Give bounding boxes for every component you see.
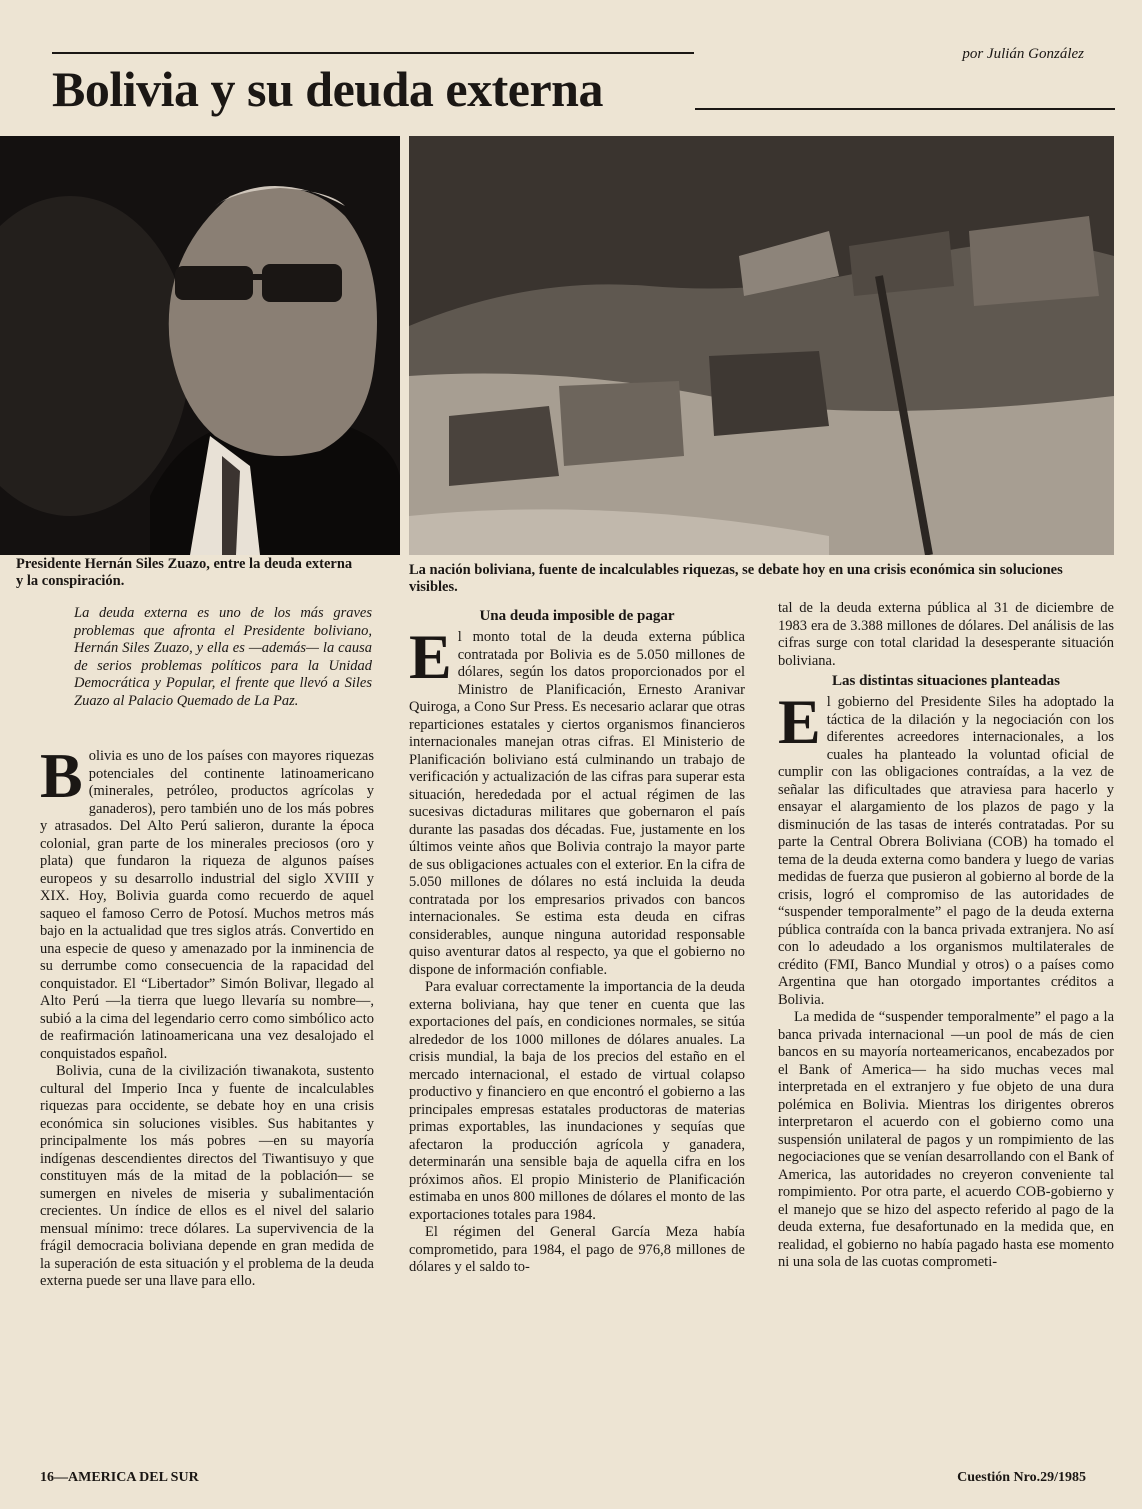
- article-title: Bolivia y su deuda externa: [52, 61, 603, 117]
- article-lead: La deuda externa es uno de los más graves problemas que afronta el Presidente boliviano, Hernán Siles Zuazo, y ella es —además— la causa de serios problemas políticos para la Unidad Democrática y Popular, el frente que llevó a Siles Zuazo al Palacio Quemado de La Paz.: [74, 605, 372, 709]
- text-column-3: [778, 600, 1114, 1470]
- photo-caption-right: La nación boliviana, fuente de incalculables riquezas, se debate hoy en una crisis económica sin soluciones visibles.: [409, 562, 1063, 595]
- top-rule: [52, 52, 694, 54]
- portrait-illustration: [0, 136, 400, 555]
- text-column-2: [409, 607, 745, 1467]
- president-photo: [0, 136, 400, 555]
- drop-cap: E: [778, 686, 821, 757]
- landscape-illustration: [409, 136, 1114, 555]
- paragraph-text: l gobierno del Presidente Siles ha adoptado la táctica de la dilación y la negociación con los diferentes acreedores internacionales, a los cuales ha planteado la voluntad oficial de cumplir con las obligaciones contraídas, a la vez de señalar las dificultades que atraviesa para hacerlo y ensayar el alargamiento de los plazos de pago y la disminución de las tasas de interés contratadas. Por su parte la Central Obrera Boliviana (COB) ha tomado el tema de la deuda externa como bandera y luego de varias medidas de fuerza que pusieron al gobierno al borde de la crisis, logró el compromiso de las autoridades de “suspender temporalmente” el pago de la deuda externa pública contraída con la banca privada extranjera. No así con lo adeudado a los organismos multilaterales de crédito (FMI, Banco Mundial y otros) o a países como Argentina que han otorgado importantes créditos a Bolivia.: [778, 694, 1114, 1008]
- shantytown-photo: [409, 136, 1114, 555]
- drop-cap: E: [409, 621, 452, 692]
- photo-caption-left: Presidente Hernán Siles Zuazo, entre la deuda externa y la conspiración.: [16, 556, 353, 589]
- text-column-1: [40, 748, 374, 1448]
- section-heading: Las distintas situaciones planteadas: [832, 673, 1060, 689]
- paragraph: [40, 748, 374, 1063]
- title-rule: [695, 108, 1115, 110]
- paragraph-text: olivia es uno de los países con mayores riquezas potenciales del continente latinoamericano (minerales, petróleo, productos agrícolas y ganaderos), pero también uno de los más pobres y atrasados. Del Alto Perú salieron, durante la época colonial, gran parte de los minerales preciosos (oro y plata) que fundaron la riqueza de algunos países europeos y su desarrollo industrial del siglo XVIII y XIX. Hoy, Bolivia guarda como recuerdo de aquel saqueo el famoso Cerro de Potosí. Muchos metros más bajo en la actualidad que tres siglos atrás. Convertido en una especie de queso y amenazado por la inminencia de su derrumbe como consecuencia de la rapacidad del conquistador. El “Libertador” Simón Bolivar, llegado al Alto Perú —la tierra que luego llevaría su nombre—, subió a la cima del legendario cerro como simbólico acto de reafirmación latinoamericana una vez desalojado el conquistados español.: [40, 748, 374, 1062]
- drop-cap: B: [40, 748, 83, 811]
- paragraph: La medida de “suspender temporalmente” el pago a la banca privada internacional —un pool de más de cien bancos en su mayoría norteamericanos, encabezados por el Bank of America— ha sido muchas veces mal interpretada en el extranjero y fue objeto de una dura polémica en Bolivia. Mientras los dirigentes obreros interpretaron el acuerdo con el gobierno como una suspensión unilateral de pagos y un rompimiento de las negociaciones que se venían desarrollando con el Bank of America, las autoridades no creyeron conveniente tal rompimiento. Por otra parte, el acuerdo COB-gobierno y el manejo que se hizo del aspecto referido al pago de la deuda externa, fue desafortunado en la medida que, en realidad, el gobierno no había pagado hasta ese momento ni una sola de las cuotas comprometi-: [778, 1009, 1114, 1270]
- paragraph: [778, 686, 1114, 1009]
- paragraph: Para evaluar correctamente la importancia de la deuda externa boliviana, hay que tener en cuenta que las exportaciones del país, en condiciones normales, se sitúa alrededor de los 1000 millones de dólares anuales. La crisis mundial, la baja de los precios del estaño en el mercado internacional, el estado de virtual colapso productivo y financiero en que encontró el gobierno a las principales empresas estatales productoras de materias primas exportables, las inundaciones y sequías que afectaron la producción agrícola y ganadera, determinarán una sensible baja de aquella cifra en los próximos años. El propio Ministerio de Planificación estimaba en unos 800 millones de dólares el monto de las exportaciones totales para 1984.: [409, 979, 745, 1223]
- footer-issue: Cuestión Nro.29/1985: [957, 1470, 1086, 1485]
- footer-page-number: 16—AMERICA DEL SUR: [40, 1470, 199, 1485]
- paragraph: Bolivia, cuna de la civilización tiwanakota, sustento cultural del Imperio Inca y fuente de incalculables riquezas para occidente, se debate hoy en una crisis económica sin soluciones visibles. Sus habitantes y principalmente los más pobres —en su mayoría indígenas descendientes directos del Tiwantisuyo y que constituyen más de la mitad de la población— se sumergen en niveles de miseria y subalimentación crecientes. Un índice de ellos es el nivel del salario mensual mínimo: trece dólares. La supervivencia de la frágil democracia boliviana depende en gran medida de la superación de esta situación y el problema de la deuda externa puede ser una llave para ello.: [40, 1063, 374, 1289]
- paragraph: [409, 621, 745, 979]
- section-heading: Una deuda imposible de pagar: [479, 608, 675, 624]
- paragraph: El régimen del General García Meza había comprometido, para 1984, el pago de 976,8 millones de dólares y el saldo to-: [409, 1224, 745, 1275]
- byline: por Julián González: [962, 46, 1084, 62]
- paragraph: tal de la deuda externa pública al 31 de diciembre de 1983 era de 3.388 millones de dólares. Del análisis de las cifras surge con total claridad la desesperante situación boliviana.: [778, 600, 1114, 669]
- paragraph-text: l monto total de la deuda externa pública contratada por Bolivia es de 5.050 millones de dólares, según los datos proporcionados por el Ministro de Planificación, Ernesto Aranivar Quiroga, a Cono Sur Press. Es necesario aclarar que otras reparticiones estatales y ciertos organismos financieros internacionales manejan otras cifras. El Ministerio de Planificación boliviano está culminando un trabajo de verificación y actualización de las cifras para superar esta situación, herededada por el actual régimen de las sucesivas dictaduras militares que gobernaron el país durante las pasadas dos décadas. Fue, justamente en los últimos veinte años que Bolivia contrajo la mayor parte de sus obligaciones actuales con el exterior. En la cifra de 5.050 millones de dólares no está incluida la deuda contratada por los empresarios privados con bancos internacionales. Se estima esta deuda en cifras considerables, aunque ninguna autoridad responsable quiso aventurar datos al respecto, ya que el gobierno no dispone de información confiable.: [409, 629, 745, 978]
